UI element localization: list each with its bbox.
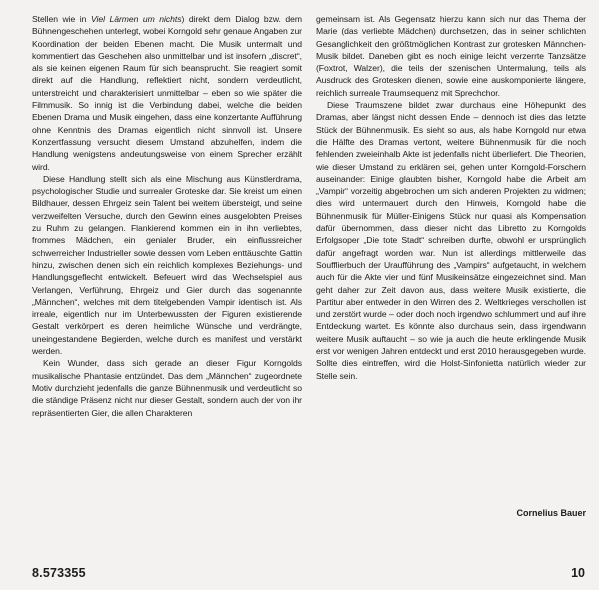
paragraph: Kein Wunder, dass sich gerade an dieser Figur Korngolds musikalische Phantasie entzündet. Das dem „Männchen“ zugeordnete Motiv durchzieht jedenfalls die ganze Bühnenmusik und verdeutlicht so die ständige Präsenz nicht nur dieser Gestalt, sondern auch der von ihr repräsentierten Gier, die allen Charakteren: [32, 358, 302, 418]
paragraph: [32, 13, 302, 173]
catalog-number: 8.573355: [32, 566, 86, 580]
paragraph: gemeinsam ist. Als Gegensatz hierzu kann sich nur das Thema der Marie (das verliebte Mädchen) durchsetzen, das in seiner schlichten Gesanglichkeit den größtmöglichen Kontrast zur grotesken Männchen-Musik bildet. Daneben gibt es noch einige leicht verzerrte Tanzsätze (Foxtrot, Walzer), die teils der szenischen Untermalung, teils als Ausdruck des Grotesken dienen, sowie eine auskomponierte längere, reichlich surreale Traumsequenz mit Sprechchor.: [316, 14, 586, 98]
text-run: ) direkt dem Dialog bzw. dem Bühnengeschehen unterlegt, wobei Korngold sehr genaue Angaben zur Koordination der beiden Ebenen macht. Die Musik untermalt und kommentiert das Geschehen also unmittelbar und ist insofern „discret“, als sie keinen eigenen Raum für sich beansprucht. Sie reagiert somit direkt auf die Handlung, reflektiert nicht, sondern verdeutlicht, unterstreicht und charakterisiert unmittelbar – eben so wie später die Filmmusik. So innig ist die Verbindung dabei, welche die beiden Ebenen Drama und Musik eingehen, dass eine konzertante Aufführung ohne Kenntnis des Dramas eigentlich nicht sinnvoll ist. Unsere Konzertfassung versucht diesem Umstand abzuhelfen, indem die Handlung wenigstens andeutungsweise von einem Sprecher erzählt wird.: [32, 14, 302, 172]
left-text-column: [32, 13, 302, 419]
text-run: Stellen wie in: [32, 14, 91, 24]
paragraph: Diese Handlung stellt sich als eine Mischung aus Künstlerdrama, psychologischer Studie und surrealer Groteske dar. Sie kreist um einen Bildhauer, dessen Ehrgeiz sein Talent bei weitem übersteigt, und seine verzweifelten Versuche, durch den Gewinn eines ausgelobten Preises zu Ruhm zu gelangen. Flankierend kommen ein in ihn verliebtes, frommes Mädchen, ein genialer Bruder, ein einflussreicher schwerreicher Industrieller sowie dessen vom Leben enttäuschte Gattin hinzu, zwischen denen sich ein reichlich komplexes Beziehungs- und Handlungsgeflecht entwickelt. Befeuert wird das Wechselspiel aus Verlangen, Verführung, Ehrgeiz und Gier durch das sogenannte „Männchen“, welches mit dem titelgebenden Vampir identisch ist. Als irreale, eigentlich nur im Unterbewussten der Figuren existierende Gestalt verkörpert es deren heimliche Wünsche und verdrängte, uneingestandene Begierden, welche durch es manifest und verstärkt werden.: [32, 173, 302, 357]
italic-title: Viel Lärmen um nichts: [90, 14, 182, 24]
page-number: 10: [571, 566, 585, 580]
paragraph: Diese Traumszene bildet zwar durchaus eine Höhepunkt des Dramas, aber längst nicht dessen Ende – dennoch ist dies das letzte Stück der Bühnenmusik. Es sieht so aus, als habe Korngold nur etwa die Hälfte des Dramas vertont, weitere Bühnenmusik für die noch fehlenden zweieinhalb Akte ist jedenfalls nicht überliefert. Die Theorien, wie dieser Umstand zu erklären sei, gehen unter Korngold-Forschern auseinander: Einige glaubten bisher, Korngold habe die Arbeit am „Vampir“ vorzeitig abgebrochen um sich anderen Projekten zu widmen; dies wird untermauert durch den Hinweis, Korngold habe die Bühnenmusik für Müller-Einigens Stück nur quasi als Kompensation dafür übernommen, dass dieser nicht das Libretto zu Korngolds Erfolgsoper „Die tote Stadt“ schreiben durfte, obwohl er ursprünglich dafür angefragt worden war. Nun ist allerdings mittlerweile das Soufflierbuch der Uraufführung des „Vampirs“ aufgetaucht, in welchem auch für die Akte vier und fünf Musikeinsätze eingezeichnet sind. Man geht daher zur Zeit davon aus, dass weitere Musik existierte, die Partitur aber entweder in den Wirren des 2. Weltkrieges verschollen ist und zerstört wurde – oder doch noch irgendwo schlummert und auf ihre Entdeckung wartet. Es könnte also durchaus sein, dass irgendwann weitere Musik auftaucht – so wie ja auch die heute erklingende Musik erst vor wenigen Jahren entdeckt und erst 2010 herausgegeben wurde. Sollte dies eintreffen, wird die Holst-Sinfonietta natürlich wieder zur Stelle sein.: [316, 100, 586, 381]
right-text-column: [316, 13, 586, 382]
author-credit: Cornelius Bauer: [516, 508, 586, 518]
